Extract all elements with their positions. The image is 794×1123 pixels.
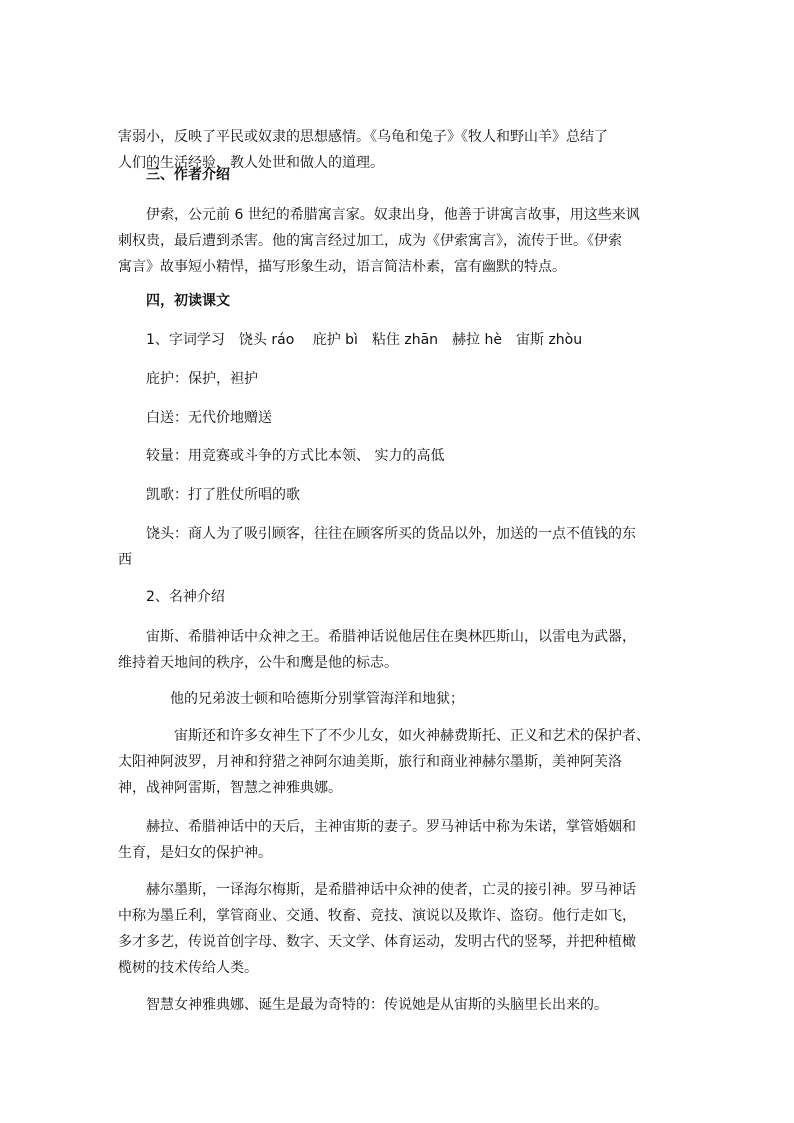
text-line: 多才多艺，传说首创字母、数字、天文学、体育运动，发明古代的竖琴，并把种植橄 (118, 934, 636, 950)
text-line: 榄树的技术传给人类。 (118, 960, 258, 976)
section-heading-author-intro (118, 162, 680, 188)
text-line: 生育，是妇女的保护神。 (118, 845, 272, 861)
text-line: 赫拉、希腊神话中的天后，主神宙斯的妻子。罗马神话中称为朱诺，掌管婚姻和 (146, 819, 636, 835)
text-line: 白送：无代价地赠送 (146, 410, 272, 426)
text-line: 他的兄弟波士顿和哈德斯分别掌管海洋和地狱； (170, 691, 464, 707)
text-line: 刺权贵，最后遭到杀害。他的寓言经过加工，成为《伊索寓言》，流传于世。《伊索 (118, 233, 622, 249)
text-line: 较量：用竞赛或斗争的方式比本领、 实力的高低 (146, 448, 445, 464)
text-line: 寓言》故事短小精悍，描写形象生动，语言简洁朴素，富有幽默的特点。 (118, 259, 566, 275)
text-line: 凯歌：打了胜仗所唱的歌 (146, 487, 300, 503)
definition-jiaoliang (118, 443, 680, 469)
text-line: 害弱小，反映了平民或奴隶的思想感情。《乌龟和兔子》《牧人和野山羊》总结了 (118, 129, 608, 145)
text-line: 神，战神阿雷斯，智慧之神雅典娜。 (118, 780, 342, 796)
paragraph-hera (118, 814, 680, 866)
text-line: 宙斯还和许多女神生下了不少儿女，如火神赫费斯托、正义和艺术的保护者、 (174, 728, 650, 744)
text-line: 西 (118, 552, 132, 568)
text-line: 宙斯、希腊神话中众神之王。希腊神话说他居住在奥林匹斯山，以雷电为武器， (146, 629, 636, 645)
text-line: 庇护：保护，袒护 (146, 371, 258, 387)
paragraph-zeus-brothers (118, 686, 680, 712)
text-line: 中称为墨丘利，掌管商业、交通、牧畜、竞技、演说以及欺诈、盗窃。他行走如飞， (118, 908, 636, 924)
heading-text: 四，初读课文 (146, 293, 230, 309)
text-line: 智慧女神雅典娜、诞生是最为奇特的：传说她是从宙斯的头脑里长出来的。 (146, 997, 608, 1013)
text-line: 维持着天地间的秩序，公牛和鹰是他的标志。 (118, 655, 398, 671)
definition-bihu (118, 366, 680, 392)
paragraph-hermes (118, 877, 680, 981)
paragraph-zeus-children (118, 723, 680, 801)
text-line: 人们的生活经验，教人处世和做人的道理。 (118, 155, 384, 171)
section-heading-first-reading (118, 288, 680, 314)
definition-kaige (118, 482, 680, 508)
subheading-gods-intro (118, 584, 680, 610)
text-line: 1、字词学习 饶头 ráo 庇护 bì 粘住 zhān 赫拉 hè 宙斯 zhòu (146, 332, 583, 348)
paragraph-vocabulary (118, 327, 680, 353)
text-line: 饶头：商人为了吸引顾客，往往在顾客所买的货品以外，加送的一点不值钱的东 (146, 526, 636, 542)
text-line: 太阳神阿波罗，月神和狩猎之神阿尔迪美斯，旅行和商业神赫尔墨斯，美神阿芙洛 (118, 754, 622, 770)
text-line: 2、名神介绍 (146, 589, 225, 605)
text-line: 伊索，公元前 6 世纪的希腊寓言家。奴隶出身，他善于讲寓言故事，用这些来讽 (146, 207, 640, 223)
definition-raotou (118, 521, 680, 573)
definition-baisong (118, 405, 680, 431)
paragraph-athena (118, 992, 680, 1018)
paragraph-zeus (118, 624, 680, 676)
paragraph-aesop-bio (118, 202, 680, 280)
heading-text: 三、作者介绍 (146, 167, 230, 183)
text-line: 赫尔墨斯，一译海尔梅斯，是希腊神话中众神的使者，亡灵的接引神。罗马神话 (146, 882, 636, 898)
